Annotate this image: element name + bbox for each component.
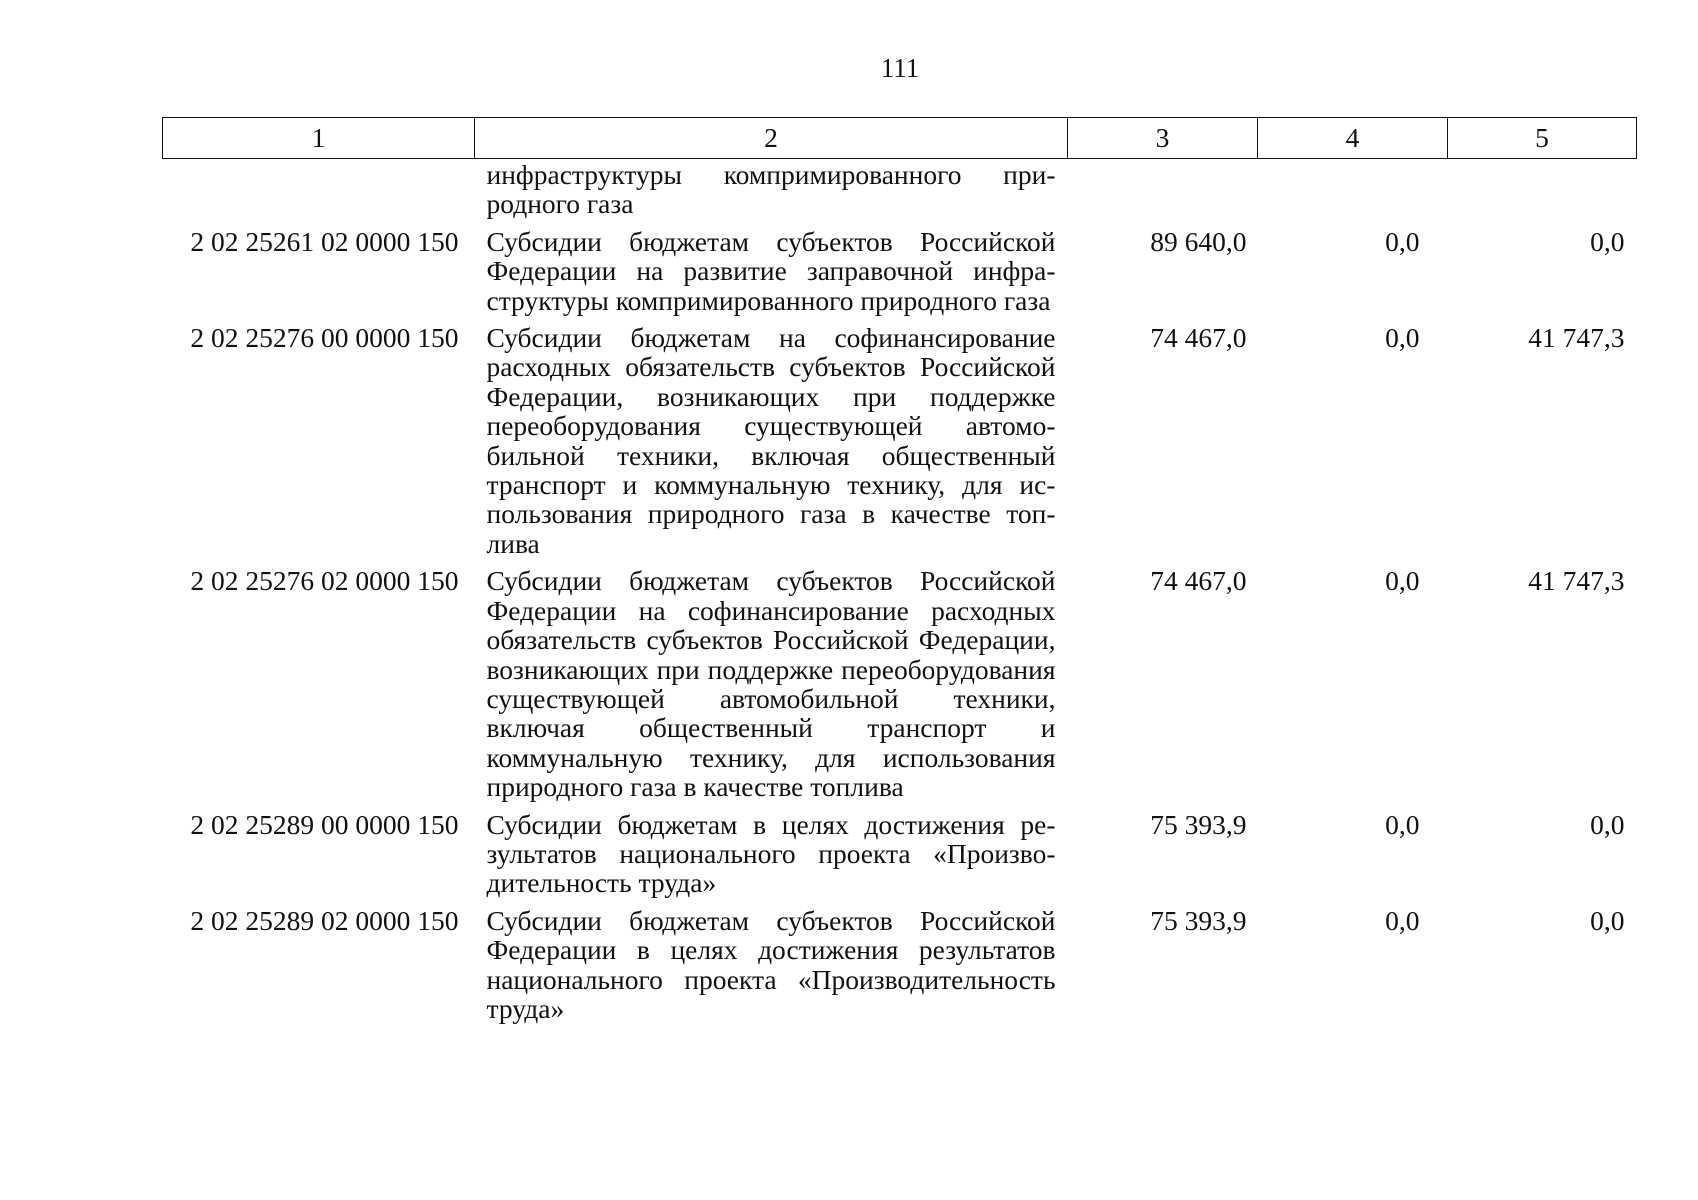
row-description: инфраструктуры компримированного природного газа bbox=[486, 159, 1056, 220]
table-body bbox=[163, 159, 1637, 1032]
row-value-col5: 41 747,3 bbox=[1528, 322, 1625, 354]
table-row bbox=[163, 323, 1637, 566]
table-row bbox=[163, 906, 1637, 1032]
row-value-col5: 0,0 bbox=[1590, 904, 1625, 936]
table-row bbox=[163, 159, 1637, 227]
row-code: 2 02 25276 02 0000 150 bbox=[190, 565, 459, 597]
row-value-col4 bbox=[1258, 159, 1448, 227]
row-code: 2 02 25261 02 0000 150 bbox=[190, 225, 459, 257]
table-row bbox=[163, 227, 1637, 323]
row-value-col4: 0,0 bbox=[1385, 565, 1420, 597]
header-row bbox=[163, 118, 1637, 159]
row-description: Субсидии бюджетам субъектов Российской Федерации на софинансирование расходных обязательств субъектов Российской Федерации, возникающих при поддержке переоборудования существующей автомобильной техники, включая общественный транспорт и коммунальную технику, для использования природного газа в качестве топлива bbox=[486, 565, 1056, 803]
row-value-col3: 75 393,9 bbox=[1150, 808, 1247, 840]
row-description: Субсидии бюджетам на софинансирование расходных обязательств субъектов Российской Федерации, возникающих при поддержке переоборудования существующей автомобильной техники, включая общественный транспорт и коммунальную технику, для использования природного газа в качестве топлива bbox=[486, 322, 1056, 559]
row-value-col3: 74 467,0 bbox=[1150, 322, 1247, 354]
row-value-col5: 0,0 bbox=[1590, 225, 1625, 257]
column-header-2: 2 bbox=[475, 118, 1068, 159]
row-value-col4: 0,0 bbox=[1385, 322, 1420, 354]
row-description: Субсидии бюджетам субъектов Российской Федерации в целях достижения результатов национального проекта «Производительность труда» bbox=[486, 904, 1056, 1024]
row-code: 2 02 25289 02 0000 150 bbox=[190, 904, 459, 936]
column-header-1: 1 bbox=[163, 118, 475, 159]
row-value-col4: 0,0 bbox=[1385, 904, 1420, 936]
budget-table bbox=[162, 117, 1637, 1031]
table-row bbox=[163, 566, 1637, 809]
table-header bbox=[163, 118, 1637, 159]
row-value-col3: 75 393,9 bbox=[1150, 904, 1247, 936]
column-header-3: 3 bbox=[1068, 118, 1258, 159]
row-description: Субсидии бюджетам субъектов Российской Федерации на развитие заправочной инфраструктуры компримированного природного газа bbox=[486, 225, 1056, 316]
column-header-5: 5 bbox=[1448, 118, 1637, 159]
row-description: Субсидии бюджетам в целях достижения результатов национального проекта «Производительность труда» bbox=[486, 808, 1056, 899]
column-header-4: 4 bbox=[1258, 118, 1448, 159]
row-value-col5: 41 747,3 bbox=[1528, 565, 1625, 597]
row-value-col5: 0,0 bbox=[1590, 808, 1625, 840]
row-code: 2 02 25276 00 0000 150 bbox=[190, 322, 459, 354]
row-value-col3: 74 467,0 bbox=[1150, 565, 1247, 597]
table-row bbox=[163, 810, 1637, 906]
row-value-col4: 0,0 bbox=[1385, 808, 1420, 840]
row-value-col4: 0,0 bbox=[1385, 225, 1420, 257]
row-value-col5 bbox=[1448, 159, 1637, 227]
row-value-col3: 89 640,0 bbox=[1150, 225, 1247, 257]
page-number: 111 bbox=[880, 53, 920, 83]
row-code: 2 02 25289 00 0000 150 bbox=[190, 808, 459, 840]
row-value-col3 bbox=[1068, 159, 1258, 227]
row-code bbox=[163, 159, 475, 227]
